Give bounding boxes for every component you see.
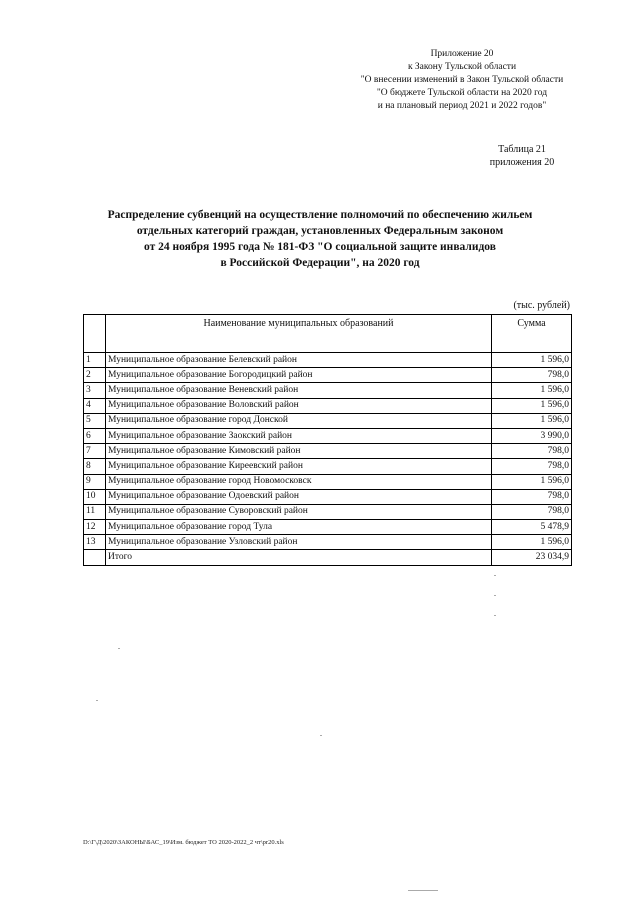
row-name: Муниципальное образование Воловский район	[106, 398, 492, 413]
document-title-line: в Российской Федерации", на 2020 год	[220, 257, 420, 269]
row-name: Муниципальное образование Кимовский район	[106, 444, 492, 459]
table-row	[84, 520, 572, 535]
row-num: 6	[84, 428, 106, 443]
document-title-line: от 24 ноября 1995 года № 181-ФЗ "О социальной защите инвалидов	[144, 241, 496, 253]
appendix-header-line: "О внесении изменений в Закон Тульской области	[360, 75, 564, 85]
table-row	[84, 353, 572, 368]
row-num: 7	[84, 444, 106, 459]
total-sum: 23 034,9	[492, 550, 572, 565]
appendix-header-line: и на плановый период 2021 и 2022 годов"	[377, 101, 547, 111]
subsidy-table	[83, 314, 572, 566]
row-num: 11	[84, 504, 106, 519]
table-total-row	[84, 550, 572, 565]
table-row	[84, 474, 572, 489]
row-sum: 1 596,0	[492, 398, 572, 413]
scan-speck	[96, 700, 98, 701]
row-sum: 3 990,0	[492, 428, 572, 443]
row-sum: 798,0	[492, 459, 572, 474]
units-label: (тыс. рублей)	[513, 300, 570, 311]
scan-speck	[494, 595, 496, 596]
row-num: 8	[84, 459, 106, 474]
table-row	[84, 383, 572, 398]
row-sum: 5 478,9	[492, 520, 572, 535]
row-name: Муниципальное образование Белевский район	[106, 353, 492, 368]
document-title	[80, 207, 560, 271]
table-row	[84, 368, 572, 383]
row-sum: 798,0	[492, 504, 572, 519]
row-name: Муниципальное образование Богородицкий район	[106, 368, 492, 383]
table-row	[84, 398, 572, 413]
scan-speck	[320, 735, 322, 736]
total-label: Итого	[106, 550, 492, 565]
scan-speck	[118, 648, 120, 649]
scan-speck	[408, 890, 438, 891]
row-name: Муниципальное образование Суворовский район	[106, 504, 492, 519]
row-name: Муниципальное образование город Донской	[106, 413, 492, 428]
table-row	[84, 428, 572, 443]
table-reference-line: приложения 20	[489, 157, 555, 168]
file-path-footer: D:\Г\Д\2020\ЗАКОНЫ\БАС_19\Изм. бюджет ТО 2020-2022_2 чт\pr20.xls	[83, 839, 284, 846]
document-title-line: отдельных категорий граждан, установленных Федеральным законом	[136, 225, 504, 237]
document-title-line: Распределение субвенций на осуществление полномочий по обеспечению жильем	[107, 209, 533, 221]
appendix-header-line: к Закону Тульской области	[407, 62, 517, 72]
row-num: 5	[84, 413, 106, 428]
appendix-header	[352, 48, 572, 113]
row-num: 3	[84, 383, 106, 398]
row-name: Муниципальное образование Заокский район	[106, 428, 492, 443]
row-name: Муниципальное образование Киреевский район	[106, 459, 492, 474]
row-sum: 798,0	[492, 444, 572, 459]
scan-speck	[494, 615, 496, 616]
table-header-row	[84, 315, 572, 353]
table-row	[84, 413, 572, 428]
table-row	[84, 489, 572, 504]
row-name: Муниципальное образование город Тула	[106, 520, 492, 535]
row-sum: 1 596,0	[492, 383, 572, 398]
total-num	[84, 550, 106, 565]
table-row	[84, 535, 572, 550]
row-num: 2	[84, 368, 106, 383]
row-sum: 1 596,0	[492, 413, 572, 428]
header-name: Наименование муниципальных образований	[106, 315, 492, 353]
appendix-header-line: Приложение 20	[430, 49, 494, 59]
table-reference	[482, 143, 562, 169]
row-sum: 1 596,0	[492, 535, 572, 550]
row-sum: 798,0	[492, 489, 572, 504]
row-num: 4	[84, 398, 106, 413]
table-row	[84, 444, 572, 459]
table-row	[84, 504, 572, 519]
row-name: Муниципальное образование Одоевский район	[106, 489, 492, 504]
scan-speck	[494, 575, 496, 576]
row-name: Муниципальное образование Узловский район	[106, 535, 492, 550]
row-sum: 1 596,0	[492, 353, 572, 368]
appendix-header-line: "О бюджете Тульской области на 2020 год	[376, 88, 548, 98]
row-num: 9	[84, 474, 106, 489]
row-name: Муниципальное образование Веневский район	[106, 383, 492, 398]
table-row	[84, 459, 572, 474]
row-num: 10	[84, 489, 106, 504]
row-num: 1	[84, 353, 106, 368]
header-num	[84, 315, 106, 353]
row-name: Муниципальное образование город Новомосковск	[106, 474, 492, 489]
row-sum: 798,0	[492, 368, 572, 383]
row-num: 12	[84, 520, 106, 535]
table-reference-line: Таблица 21	[498, 144, 546, 155]
row-sum: 1 596,0	[492, 474, 572, 489]
header-sum: Сумма	[492, 315, 572, 353]
row-num: 13	[84, 535, 106, 550]
